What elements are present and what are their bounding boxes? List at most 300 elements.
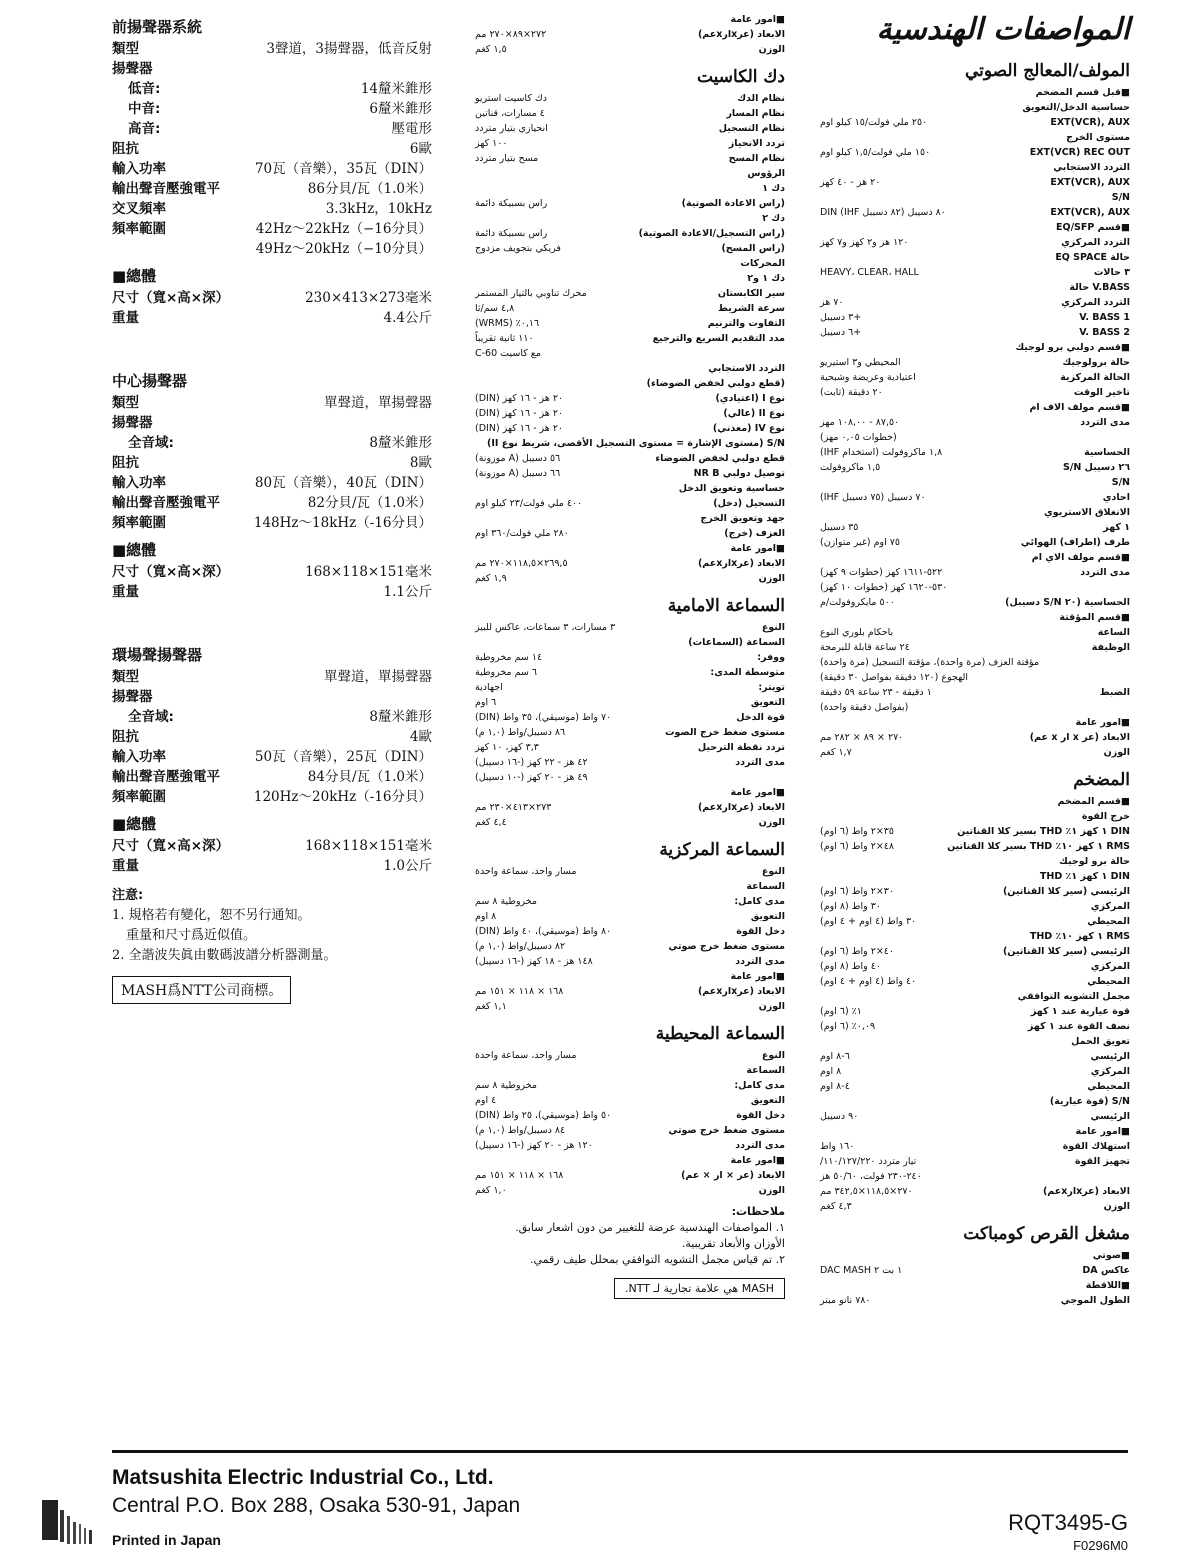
- spec-value: ٢٨٠ ملي فولت/٣٦٠ اوم: [475, 528, 569, 539]
- spec-label: التردد الاستجابي: [708, 363, 785, 374]
- zh-center-general-title: ■總體: [112, 541, 157, 559]
- spec-row: [820, 460, 1130, 475]
- arm-center-title: السماعة المركزية: [659, 840, 785, 860]
- spec-label: V.BASS حالة: [1069, 282, 1130, 293]
- arr-s4-sub: ■ قسم مولف الاف ام: [820, 400, 1130, 415]
- spec-value: ١,٨ ماكروفولت (استخدام IHF): [820, 447, 943, 458]
- spec-value: ٣ مسارات، ٣ سماعات، عاكس للبيز: [475, 622, 616, 633]
- spec-value: اجهادية: [475, 682, 503, 693]
- spec-row: [475, 1138, 785, 1153]
- arm-cassette-rows: [475, 91, 785, 541]
- spec-row: [820, 1019, 1130, 1034]
- spec-row: [112, 308, 432, 328]
- spec-row: [820, 989, 1130, 1004]
- arr-a1-rows: [820, 809, 1130, 1124]
- spec-label: الابعاد (عرxارxعم): [697, 802, 785, 813]
- spec-row: [475, 316, 785, 331]
- spec-label: التسجيل (دخل): [713, 498, 785, 509]
- spec-value: فريكي بتجويف مزدوج: [475, 243, 561, 254]
- spec-value: 3.3kHz，10kHz: [325, 201, 432, 217]
- arm-front-gen-sub: ■ امور عامة: [475, 785, 785, 800]
- spec-row: [820, 1154, 1130, 1169]
- spec-row: [112, 79, 432, 99]
- arm-front-gen-rows: [475, 800, 785, 830]
- spec-row: [820, 295, 1130, 310]
- spec-label: متوسطة المدى:: [710, 667, 785, 678]
- spec-row: [112, 139, 432, 159]
- spec-value: ٣٥×٢ واط (٦ اوم): [820, 826, 895, 837]
- arr-cd-title: مشغل القرص كومباكت: [963, 1224, 1130, 1244]
- spec-row: [820, 1139, 1130, 1154]
- spec-row: [820, 475, 1130, 490]
- spec-value: ٢٧٠ × ٨٩ × ٢٨٢ مم: [820, 732, 904, 743]
- arr-s4-rows: [820, 415, 1130, 550]
- spec-row: [112, 39, 432, 59]
- spec-label: (راس الاعادة الصوتية): [681, 198, 785, 209]
- spec-row: [475, 725, 785, 740]
- spec-label: نوع II (عالي): [723, 408, 785, 419]
- spec-value: 4.4公斤: [383, 310, 432, 326]
- spec-value: باحكام بلوري النوع: [820, 627, 894, 638]
- spec-value: ٤ اوم: [475, 1095, 497, 1106]
- spec-row: [475, 665, 785, 680]
- spec-row: [820, 1184, 1130, 1199]
- spec-label: الضبط: [1099, 687, 1130, 698]
- spec-row: [112, 119, 432, 139]
- spec-label: التعويق: [750, 697, 785, 708]
- spec-value: 6釐米錐形: [369, 101, 432, 117]
- spec-row: [820, 655, 1130, 670]
- spec-label: دك ١: [762, 183, 785, 194]
- spec-row: [820, 175, 1130, 190]
- spec-value: ٤,٨ سم/ثا: [475, 303, 515, 314]
- spec-label: خرج القوة: [1081, 811, 1130, 822]
- zh-note-2: 2. 全諧波失眞由數碼波譜分析器測量。: [112, 948, 337, 963]
- spec-row: [475, 650, 785, 665]
- spec-value: 42Hz～22kHz（−16分貝）: [255, 221, 432, 237]
- chinese-column: [112, 10, 432, 1004]
- spec-label: المركزي: [1090, 1066, 1130, 1077]
- spec-label: الوزن: [758, 817, 785, 828]
- spec-row: [475, 376, 785, 391]
- spec-value: ١٢٠ هز و٢ كهز و٧ كهز: [820, 237, 909, 248]
- spec-label: تعويق الحمل: [1071, 1036, 1130, 1047]
- spec-label: (قطع دولبي لخفض الضوضاء): [646, 378, 785, 389]
- spec-row: [112, 179, 432, 199]
- spec-row: [475, 770, 785, 785]
- spec-label: 交叉頻率: [112, 201, 166, 217]
- spec-value: ٣٥ دسيبل: [820, 522, 859, 533]
- arm-note-1b: الأوزان والأبعاد تقريبية.: [681, 1237, 785, 1250]
- spec-row: [112, 787, 432, 807]
- spec-value: 84分貝/瓦（1.0米）: [307, 769, 432, 785]
- spec-row: [820, 565, 1130, 580]
- spec-value: ٢٠ هز - ١٦ كهز (DIN): [475, 408, 564, 419]
- spec-value: ١٦٨ × ١١٨ × ١٥١ مم: [475, 986, 564, 997]
- spec-label: 阻抗: [112, 141, 139, 157]
- spec-row: [475, 226, 785, 241]
- spec-label: دخل القوة: [736, 926, 785, 937]
- spec-label: S/N: [1111, 477, 1130, 488]
- spec-label: نوع I (اعتيادي): [715, 393, 785, 404]
- spec-row: [112, 393, 432, 413]
- arr-c2-rows: [820, 1293, 1130, 1308]
- spec-label: EXT(VCR), AUX: [1050, 117, 1130, 128]
- spec-value: ٦ سم مخروطية: [475, 667, 538, 678]
- spec-row: [475, 755, 785, 770]
- spec-row: [820, 265, 1130, 280]
- spec-label: RMS ١ كهز ١٠٪ THD: [1029, 931, 1130, 942]
- spec-row: [475, 166, 785, 181]
- spec-label: النوع: [761, 866, 785, 877]
- spec-row: [475, 391, 785, 406]
- spec-value: (خطوات ٠,٠٥ مهز): [820, 432, 897, 443]
- spec-value: اعتيادية وعريضة وشبحية: [820, 372, 916, 383]
- spec-label: ٢٦ دسيبل S/N: [1063, 462, 1130, 473]
- spec-row: [112, 767, 432, 787]
- spec-value: محرك تناوبي بالتيار المستمر: [475, 288, 587, 299]
- spec-value: ١٠٠ كهز: [475, 138, 508, 149]
- spec-row: [820, 944, 1130, 959]
- spec-row: [475, 211, 785, 226]
- spec-label: 全音域:: [128, 709, 174, 725]
- spec-label: 尺寸（寬×高×深）: [112, 564, 230, 580]
- spec-row: [820, 700, 1130, 715]
- arm-top-sub: ■ امور عامة: [475, 12, 785, 27]
- spec-row: [820, 1109, 1130, 1124]
- spec-value: ٣٠ واط (٨ اوم): [820, 901, 881, 912]
- spec-row: [820, 1199, 1130, 1214]
- spec-label: حالة EQ SPACE: [1055, 252, 1130, 263]
- spec-row: [820, 899, 1130, 914]
- spec-value: انحيازي بتيار متردد: [475, 123, 548, 134]
- spec-row: [112, 667, 432, 687]
- spec-value: ١ دقيقة - ٢٣ ساعة ٥٩ دقيقة: [820, 687, 932, 698]
- spec-row: [475, 91, 785, 106]
- spec-value: ٣٠×٢ واط (٦ اوم): [820, 886, 895, 897]
- spec-label: 輸出聲音壓強電平: [112, 495, 220, 511]
- spec-label: 低音:: [128, 81, 161, 97]
- document-code: RQT3495-G: [1008, 1510, 1128, 1535]
- spec-value: ٢٤ ساعة قابلة للبرمجة: [820, 642, 910, 653]
- spec-row: [475, 301, 785, 316]
- spec-label: نظام المسار: [726, 108, 785, 119]
- arr-s7-rows: [820, 730, 1130, 760]
- spec-row: [475, 1093, 785, 1108]
- spec-row: [820, 325, 1130, 340]
- spec-label: الطول الموجي: [1060, 1295, 1130, 1306]
- spec-label: 頻率範圍: [112, 515, 166, 531]
- spec-label: السماعة: [746, 881, 785, 892]
- spec-label: قوة عيارية عند ١ كهز: [1030, 1006, 1130, 1017]
- spec-label: مدى التردد: [735, 757, 785, 768]
- spec-value: ٤٠٠ ملي فولت/٢٣ كيلو اوم: [475, 498, 583, 509]
- spec-label: V. BASS 2: [1079, 327, 1130, 338]
- spec-value: ٥٢٢-١٦١١ كهز (خطوات ٩ كهز): [820, 567, 943, 578]
- spec-value: ١,٩ كغم: [475, 573, 507, 584]
- zh-surround-title: 環場聲揚聲器: [112, 646, 203, 664]
- spec-row: [820, 205, 1130, 220]
- spec-row: [820, 505, 1130, 520]
- spec-label: مجمل التشويه التوافقي: [1017, 991, 1130, 1002]
- spec-row: [820, 1064, 1130, 1079]
- spec-row: [820, 595, 1130, 610]
- spec-value: 49Hz～20kHz（−10分貝）: [255, 241, 432, 257]
- zh-front-general-title: ■總體: [112, 267, 157, 285]
- spec-row: [820, 1079, 1130, 1094]
- spec-label: 中音:: [128, 101, 161, 117]
- arr-a1-sub: ■ قسم المضخم: [820, 794, 1130, 809]
- spec-value: راس بسبيكة دائمة: [475, 198, 548, 209]
- spec-value: 8釐米錐形: [369, 709, 432, 725]
- spec-value: مسار واحد، سماعة واحدة: [475, 866, 577, 877]
- spec-value: ٢٠ هز - ١٦ كهز (DIN): [475, 423, 564, 434]
- arr-s3-sub: ■ قسم دولبي برو لوجيك: [820, 340, 1130, 355]
- spec-value: ٨٠ دسيبل (٨٢ دسيبل IHF) DIN: [820, 207, 946, 218]
- spec-label: تجهيز القوة: [1074, 1156, 1130, 1167]
- zh-notes-title: 注意:: [112, 888, 144, 903]
- spec-label: التردد المركزي: [1061, 237, 1130, 248]
- spec-row: [820, 670, 1130, 685]
- spec-value: 120Hz～20kHz（-16分貝）: [253, 789, 432, 805]
- spec-label: عاكس DA: [1082, 1265, 1130, 1276]
- arr-s1-sub: ■ قبل قسم المضخم: [820, 85, 1130, 100]
- spec-label: S/N (قوة عيارية): [1049, 1096, 1130, 1107]
- spec-value: 168×118×151毫米: [305, 838, 432, 854]
- zh-note-1b: 重量和尺寸爲近似值。: [126, 928, 257, 943]
- spec-row: [820, 250, 1130, 265]
- spec-row: [820, 160, 1130, 175]
- spec-value: 50瓦（音樂），25瓦（DIN）: [254, 749, 432, 765]
- spec-label: الانغلاق الاستريوي: [1044, 507, 1130, 518]
- spec-label: الابعاد (عر × ار × عم): [681, 1170, 785, 1181]
- spec-row: [820, 625, 1130, 640]
- spec-value: 82分貝/瓦（1.0米）: [307, 495, 432, 511]
- spec-row: [475, 620, 785, 635]
- spec-value: ٨٢ دسيبل/واط (١,٠ م): [475, 941, 566, 952]
- spec-value: ٤,٣ كغم: [820, 1201, 852, 1212]
- spec-row: [820, 580, 1130, 595]
- spec-label: مستوى ضغط خرج صوتي: [668, 941, 785, 952]
- spec-label: 類型: [112, 41, 139, 57]
- spec-value: ٤٠ واط (٨ اوم): [820, 961, 881, 972]
- spec-value: ٧٠ هز: [820, 297, 844, 308]
- spec-row: [475, 635, 785, 650]
- spec-row: [475, 695, 785, 710]
- spec-label: دك ٢: [762, 213, 785, 224]
- spec-row: [112, 288, 432, 308]
- spec-value: 壓電形: [391, 121, 432, 137]
- spec-value: ٥٣٠-١٦٢٠ كهز (خطوات ١٠ كهز): [820, 582, 948, 593]
- spec-value: ٤,٤ كغم: [475, 817, 507, 828]
- spec-row: [475, 954, 785, 969]
- spec-label: المحيطي: [1087, 916, 1130, 927]
- arr-s6-rows: [820, 625, 1130, 715]
- spec-row: [475, 1108, 785, 1123]
- spec-label: قطع دولبي لخفض الضوضاء: [655, 453, 785, 464]
- spec-label: الرئيسي: [1090, 1111, 1130, 1122]
- spec-row: [820, 100, 1130, 115]
- zh-front-general: [112, 288, 432, 328]
- spec-value: ١٪ (٦ اوم): [820, 1006, 862, 1017]
- spec-row: [820, 130, 1130, 145]
- spec-row: [475, 421, 785, 436]
- spec-label: 高音:: [128, 121, 161, 137]
- arr-a2-rows: [820, 1139, 1130, 1214]
- spec-row: [475, 999, 785, 1014]
- arr-s3-rows: [820, 355, 1130, 400]
- spec-label: 類型: [112, 395, 139, 411]
- spec-label: مستوى ضغط خرج صوتي: [668, 1125, 785, 1136]
- zh-center-rows: [112, 393, 432, 533]
- spec-value: ٤٢ هز - ٢٢ كهز (-١٦ دسيبل): [475, 757, 588, 768]
- zh-trademark-box: MASH爲NTT公司商標。: [112, 976, 291, 1004]
- printed-in-label: Printed in Japan: [112, 1532, 221, 1548]
- spec-row: [112, 562, 432, 582]
- spec-row: [112, 453, 432, 473]
- spec-row: [820, 115, 1130, 130]
- spec-value: +٣ دسيبل: [820, 312, 862, 323]
- spec-row: [820, 685, 1130, 700]
- spec-row: [475, 894, 785, 909]
- spec-label: (راس المسح): [721, 243, 785, 254]
- spec-label: S/N (مستوى الإشارة = مستوى التسجيل الأقصى، شريط نوع II): [487, 438, 785, 449]
- spec-row: [475, 680, 785, 695]
- spec-label: السماعة (السماعات): [688, 637, 785, 648]
- spec-value: ٤-٨ اوم: [820, 1081, 850, 1092]
- spec-row: [112, 473, 432, 493]
- spec-label: نظام التسجيل: [718, 123, 785, 134]
- spec-value: المحيطي و٣ استيريو: [820, 357, 901, 368]
- spec-row: [820, 929, 1130, 944]
- spec-value: ٨ اوم: [820, 1066, 842, 1077]
- spec-label: السماعة: [746, 1065, 785, 1076]
- spec-value: +٦ دسيبل: [820, 327, 862, 338]
- spec-value: ٤٨×٢ واط (٦ اوم): [820, 841, 895, 852]
- spec-row: [475, 151, 785, 166]
- spec-row: [475, 106, 785, 121]
- spec-value: ٧٠ دسيبل (٧٥ دسيبل IHF): [820, 492, 926, 503]
- spec-label: 阻抗: [112, 729, 139, 745]
- spec-row: [475, 556, 785, 571]
- spec-value: ١٦٨ × ١١٨ × ١٥١ مم: [475, 1170, 564, 1181]
- spec-row: [820, 430, 1130, 445]
- spec-row: [820, 1034, 1130, 1049]
- arm-surround-gen-rows: [475, 1168, 785, 1198]
- spec-label: قوة الدخل: [736, 712, 785, 723]
- spec-value: ٥٠٠ مايكروفولت/م: [820, 597, 895, 608]
- spec-value: 1.1公斤: [383, 584, 432, 600]
- spec-row: [475, 136, 785, 151]
- spec-row: [820, 1049, 1130, 1064]
- spec-row: [820, 535, 1130, 550]
- spec-row: [820, 415, 1130, 430]
- spec-value: ٢٠ دقيقة (ثابت): [820, 387, 883, 398]
- arm-note-2: ٢. تم قياس مجمل التشويه التوافقي بمحلل طيف رقمي.: [529, 1253, 785, 1266]
- spec-row: [475, 361, 785, 376]
- spec-label: مدى التردد: [1080, 567, 1130, 578]
- spec-label: حساسية وتعويق الدخل: [678, 483, 785, 494]
- arr-s2-rows: [820, 235, 1130, 340]
- spec-row: [820, 145, 1130, 160]
- spec-value: 3聲道，3揚聲器，低音反射: [266, 41, 432, 57]
- spec-value: (بفواصل دقيقة واحدة): [820, 702, 909, 713]
- spec-value: 230×413×273毫米: [305, 290, 432, 306]
- spec-row: [820, 280, 1130, 295]
- spec-label: احادي: [1102, 492, 1130, 503]
- spec-label: النوع: [761, 1050, 785, 1061]
- spec-row: [112, 413, 432, 433]
- spec-label: الوزن: [1103, 1201, 1130, 1212]
- spec-label: الساعة: [1097, 627, 1130, 638]
- spec-value: مسح بتيار متردد: [475, 153, 539, 164]
- spec-row: [820, 490, 1130, 505]
- spec-value: 168×118×151毫米: [305, 564, 432, 580]
- spec-row: [112, 159, 432, 179]
- spec-value: الهجوع (١٢٠ دقيقة بفواصل ٣٠ دقيقة): [820, 672, 969, 683]
- arr-tuner-title: المولف/المعالج الصوتي: [964, 61, 1130, 81]
- spec-label: جهد وتعويق الخرج: [700, 513, 785, 524]
- arm-center-gen-rows: [475, 984, 785, 1014]
- spec-value: مؤقتة العزف (مرة واحدة)، مؤقتة التسجيل (مرة واحدة): [820, 657, 1040, 668]
- spec-label: الابعاد (عرxارxعم): [1042, 1186, 1130, 1197]
- scan-mark-icon: [40, 1494, 112, 1546]
- arr-c2-sub: ■ اللاقطة: [820, 1278, 1130, 1293]
- spec-value: 80瓦（音樂），40瓦（DIN）: [254, 475, 432, 491]
- spec-row: [820, 824, 1130, 839]
- spec-value: مع كاسيت C-60: [475, 348, 541, 359]
- spec-label: الرئيسي (سير كلا القناتين): [1002, 946, 1130, 957]
- spec-value: ٢٧٢×٨٩×٢٧٠ مم: [475, 29, 547, 40]
- spec-label: EXT(VCR) REC OUT: [1029, 147, 1130, 158]
- spec-row: [112, 239, 432, 259]
- arr-s5-rows: [820, 565, 1130, 610]
- spec-value: ١ بت ٢ DAC MASH: [820, 1265, 903, 1276]
- arabic-middle-column: [475, 12, 785, 1299]
- spec-row: [112, 493, 432, 513]
- zh-front-rows: [112, 39, 432, 259]
- spec-row: [820, 445, 1130, 460]
- spec-label: 揚聲器: [112, 689, 153, 705]
- spec-value: ٤٩ هز - ٢٠ كهز (-١٠ دسيبل): [475, 772, 588, 783]
- spec-row: [112, 727, 432, 747]
- spec-row: [820, 869, 1130, 884]
- spec-label: المحيطي: [1087, 976, 1130, 987]
- spec-value: ١,٥ كغم: [475, 44, 507, 55]
- arr-page-title: المواصفات الهندسية: [876, 12, 1130, 47]
- spec-label: 尺寸（寬×高×深）: [112, 838, 230, 854]
- spec-label: DIN ١ كهز ١٪ THD: [1039, 871, 1130, 882]
- spec-value: ٠,١٦٪ (WRMS): [475, 318, 540, 329]
- spec-row: [820, 959, 1130, 974]
- arm-front-rows: [475, 620, 785, 785]
- spec-row: [475, 406, 785, 421]
- spec-label: مدد التقديم السريع والترجيع: [652, 333, 785, 344]
- spec-row: [475, 984, 785, 999]
- spec-label: RMS ١ كهز ١٠٪ THD بسير كلا القناتين: [947, 841, 1130, 852]
- spec-row: [475, 451, 785, 466]
- spec-row: [475, 241, 785, 256]
- spec-label: المحركات: [740, 258, 785, 269]
- spec-label: سير الكابستان: [717, 288, 785, 299]
- spec-value: ٢٠ هز - ١٦ كهز (DIN): [475, 393, 564, 404]
- spec-value: ١,١ كغم: [475, 1001, 507, 1012]
- spec-label: مدى كامل:: [734, 1080, 785, 1091]
- zh-note-1: 1. 規格若有變化，恕不另行通知。: [112, 908, 311, 923]
- spec-row: [475, 710, 785, 725]
- spec-label: 重量: [112, 584, 139, 600]
- spec-row: [820, 745, 1130, 760]
